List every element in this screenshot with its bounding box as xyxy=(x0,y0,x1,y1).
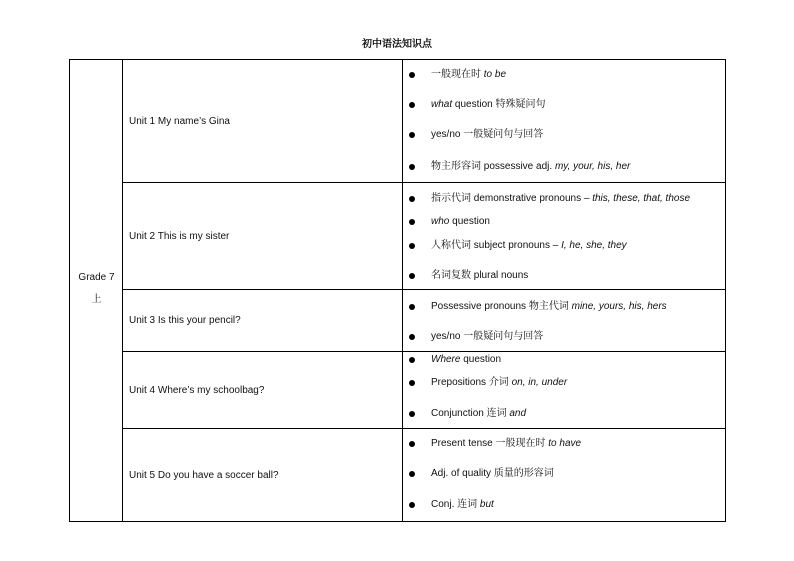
text-segment: 连词 xyxy=(486,408,507,419)
list-item xyxy=(403,269,725,283)
text-segment: Adj. of quality xyxy=(431,468,494,479)
text-segment: who xyxy=(431,216,450,227)
text-segment: question xyxy=(449,216,490,227)
unit-name: Unit 1 My name’s Gina xyxy=(123,60,403,182)
point-text xyxy=(431,330,543,344)
list-item xyxy=(403,215,725,229)
bullet-icon xyxy=(409,219,415,225)
grade-cell xyxy=(70,60,123,521)
list-item xyxy=(403,467,725,481)
bullet-icon xyxy=(409,502,415,508)
point-text xyxy=(431,239,627,253)
text-segment: 介词 xyxy=(488,377,509,388)
list-item xyxy=(403,239,725,253)
bullet-icon xyxy=(409,357,415,363)
bullet-icon xyxy=(409,72,415,78)
grammar-points xyxy=(403,352,725,428)
text-segment: 物主代词 xyxy=(528,301,569,312)
unit-row xyxy=(123,290,725,352)
point-text xyxy=(431,437,581,451)
bullet-icon xyxy=(409,132,415,138)
text-segment: 指示代词 xyxy=(431,193,471,204)
text-segment: Present tense xyxy=(431,438,496,449)
point-text xyxy=(431,498,494,512)
bullet-icon xyxy=(409,273,415,279)
list-item xyxy=(403,498,725,512)
text-segment: this, these, that, those xyxy=(592,193,691,204)
text-segment: demonstrative pronouns – xyxy=(471,193,593,204)
unit-row xyxy=(123,60,725,183)
list-item xyxy=(403,98,725,112)
text-segment: but xyxy=(477,499,494,510)
unit-row xyxy=(123,352,725,429)
bullet-icon xyxy=(409,102,415,108)
point-text xyxy=(431,300,667,314)
point-text xyxy=(431,98,546,112)
text-segment: 质量的形容词 xyxy=(493,468,554,479)
text-segment: and xyxy=(506,408,527,419)
bullet-icon xyxy=(409,164,415,170)
text-segment: yes/no xyxy=(431,331,464,342)
text-segment: what xyxy=(431,99,453,110)
point-text xyxy=(431,160,630,174)
unit-name: Unit 3 Is this your pencil? xyxy=(123,290,403,351)
text-segment: 一般疑问句与回答 xyxy=(463,129,544,140)
bullet-icon xyxy=(409,304,415,310)
text-segment: 名词复数 xyxy=(431,270,471,281)
point-text xyxy=(431,192,690,206)
point-text xyxy=(431,353,501,367)
point-text xyxy=(431,68,506,82)
list-item xyxy=(403,407,725,421)
text-segment: on, in, under xyxy=(508,377,568,388)
text-segment: 物主形容词 xyxy=(431,161,481,172)
unit-row xyxy=(123,183,725,290)
unit-name: Unit 4 Where’s my schoolbag? xyxy=(123,352,403,428)
text-segment: 特殊疑问句 xyxy=(495,99,546,110)
text-segment: possessive adj. xyxy=(481,161,555,172)
text-segment: 一般疑问句与回答 xyxy=(463,331,544,342)
text-segment: Prepositions xyxy=(431,377,489,388)
unit-name: Unit 5 Do you have a soccer ball? xyxy=(123,429,403,521)
point-text xyxy=(431,467,554,481)
grade-term: 上 xyxy=(91,294,102,305)
bullet-icon xyxy=(409,441,415,447)
text-segment: 一般现在时 xyxy=(431,69,481,80)
grammar-table xyxy=(69,59,726,522)
grammar-points xyxy=(403,429,725,521)
list-item xyxy=(403,300,725,314)
point-text xyxy=(431,407,526,421)
list-item xyxy=(403,68,725,82)
page-title: 初中语法知识点 xyxy=(362,39,432,50)
text-segment: yes/no xyxy=(431,129,464,140)
unit-row xyxy=(123,429,725,521)
text-segment: 连词 xyxy=(457,499,478,510)
list-item xyxy=(403,376,725,390)
bullet-icon xyxy=(409,196,415,202)
text-segment: plural nouns xyxy=(471,270,529,281)
grammar-points xyxy=(403,290,725,351)
bullet-icon xyxy=(409,243,415,249)
list-item xyxy=(403,128,725,142)
text-segment: Where xyxy=(431,354,461,365)
point-text xyxy=(431,215,490,229)
bullet-icon xyxy=(409,334,415,340)
text-segment: to have xyxy=(545,438,582,449)
list-item xyxy=(403,353,725,367)
text-segment: question xyxy=(460,354,502,365)
text-segment: Conjunction xyxy=(431,408,487,419)
text-segment: subject pronouns – xyxy=(471,240,562,251)
text-segment: Possessive pronouns xyxy=(431,301,529,312)
list-item xyxy=(403,160,725,174)
text-segment: my, your, his, her xyxy=(554,161,631,172)
text-segment: 人称代词 xyxy=(431,240,471,251)
grammar-points xyxy=(403,60,725,182)
point-text xyxy=(431,376,567,390)
text-segment: question xyxy=(452,99,496,110)
list-item xyxy=(403,330,725,344)
text-segment: mine, yours, his, hers xyxy=(568,301,667,312)
bullet-icon xyxy=(409,380,415,386)
grammar-points xyxy=(403,183,725,289)
point-text xyxy=(431,269,528,283)
text-segment: to be xyxy=(481,69,507,80)
text-segment: 一般现在时 xyxy=(495,438,546,449)
list-item xyxy=(403,437,725,451)
bullet-icon xyxy=(409,411,415,417)
text-segment: Conj. xyxy=(431,499,458,510)
text-segment: I, he, she, they xyxy=(561,240,627,251)
point-text xyxy=(431,128,543,142)
bullet-icon xyxy=(409,471,415,477)
unit-name: Unit 2 This is my sister xyxy=(123,183,403,289)
list-item xyxy=(403,192,725,206)
grade-label: Grade 7 xyxy=(78,272,115,283)
